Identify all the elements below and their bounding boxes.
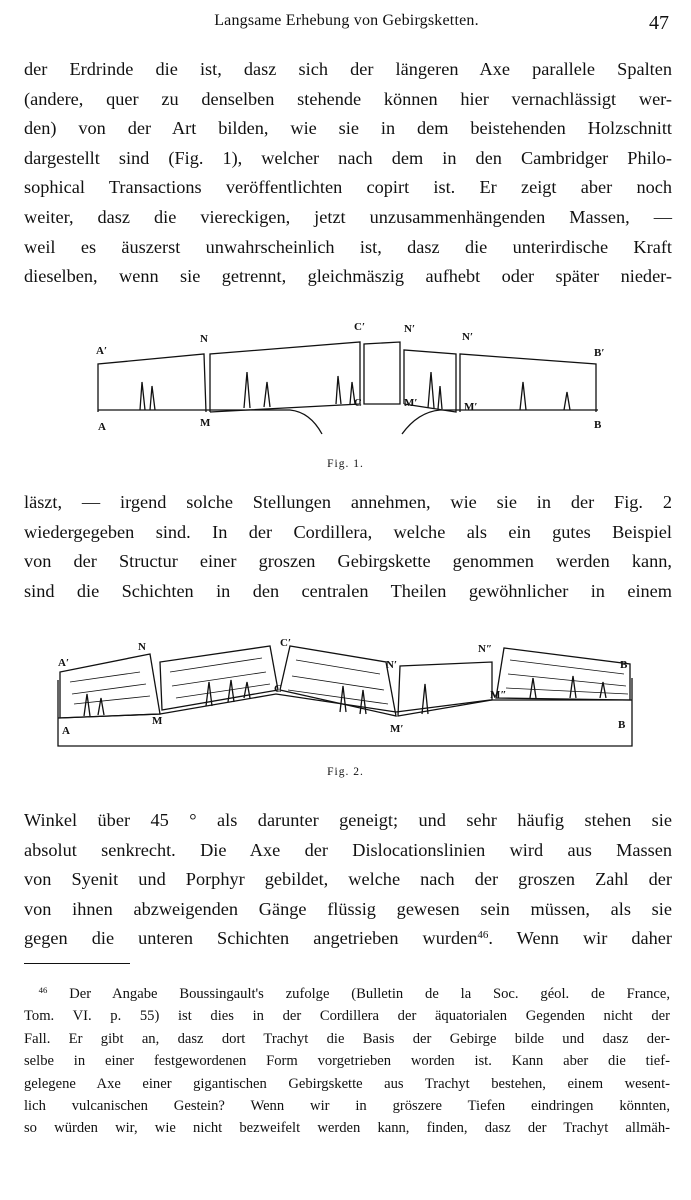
fig1-label: M′	[464, 401, 478, 413]
fig1-label: B′	[594, 347, 605, 359]
text-line: von ihnen abzweigenden Gänge flüssig gewesen sein müssen, als sie	[24, 898, 672, 919]
fig2-label: A	[62, 725, 70, 737]
fig1-label: N′	[404, 323, 416, 335]
fig1-label: N	[200, 333, 208, 345]
fig2-label: N	[138, 641, 146, 653]
text-line: Winkel über 45 ° als darunter geneigt; und sehr häufig stehen sie	[24, 810, 672, 830]
paragraph-1	[24, 55, 672, 292]
fig2-frame	[58, 678, 632, 746]
fig1-block-5	[460, 354, 596, 412]
text-line: der Erdrinde die ist, dasz sich der längeren Axe parallele Spalten	[24, 59, 672, 79]
text-line: (andere, quer zu denselben stehende können hier vernachlässigt wer-	[24, 88, 672, 109]
fig1-label: M′	[404, 397, 418, 409]
text-line: dieselben, wenn sie getrennt, gleichmäszig aufhebt oder später nieder-	[24, 266, 672, 287]
fig1-block-1	[98, 354, 206, 412]
text-line: absolut senkrecht. Die Axe der Dislocationslinien wird aus Massen	[24, 839, 672, 860]
fig2-label: C	[274, 683, 282, 695]
fig2-label: N″	[478, 643, 493, 655]
text-line-with-note	[24, 924, 672, 954]
footnote-46	[24, 983, 670, 1140]
text-line: sind die Schichten in den centralen Theilen gewöhnlicher in einem	[24, 580, 672, 601]
fig1-label: A′	[96, 345, 108, 357]
footnote-line: selbe in einer festgewordenen Form vorgetrieben worden ist. Kann aber die tief-	[24, 1053, 670, 1070]
fig2-label: M	[152, 715, 163, 727]
fig2-label: C′	[280, 637, 292, 649]
footnote-line: gelegene Axe einer gigantischen Gebirgskette aus Trachyt bestehen, einem wesent-	[24, 1075, 670, 1092]
figure-1	[0, 312, 691, 474]
text-line: läszt, — irgend solche Stellungen annehmen, wie sie in der Fig. 2	[24, 492, 672, 512]
footnote-line: so würden wir, wie nicht bezweifelt werden kann, finden, dasz der Trachyt allmäh-	[24, 1120, 670, 1137]
fig2-label: M′	[390, 723, 404, 735]
page-number: 47	[649, 12, 669, 34]
fig2-block-3	[280, 646, 396, 716]
running-head: Langsame Erhebung von Gebirgsketten.	[214, 12, 479, 29]
text-line: dargestellt sind (Fig. 1), welcher nach dem in den Cambridger Philo-	[24, 147, 672, 168]
fig2-label: M″	[490, 689, 507, 701]
fig1-label: M	[200, 417, 211, 429]
text-fragment: . Wenn wir daher	[488, 928, 672, 949]
fig1-label: C′	[354, 321, 366, 333]
text-line: sophical Transactions veröffentlichten copirt ist. Er zeigt aber noch	[24, 177, 672, 198]
fig2-label: B	[620, 659, 628, 671]
fig1-diagram	[0, 312, 691, 452]
footnote-line: lich vulcanischen Gestein? Wenn wir in gröszere Tiefen eindringen könnten,	[24, 1098, 670, 1115]
fig1-label: C	[354, 397, 362, 409]
footnote-line	[24, 983, 670, 1005]
text-line: weiter, dasz die viereckigen, jetzt unzusammenhängenden Massen, —	[24, 206, 672, 227]
fig2-label: B	[618, 719, 626, 731]
text-line: von der Structur einer groszen Gebirgskette genommen werden kann,	[24, 551, 672, 572]
fig2-block-2	[160, 646, 278, 710]
text-line: weil es äuszerst unwahrscheinlich ist, dasz die unterirdische Kraft	[24, 236, 672, 257]
footnote-line: Fall. Er gibt an, dasz dort Trachyt die Basis der Gebirge bilde und dasz der-	[24, 1030, 670, 1047]
text-line: wiedergegeben sind. In der Cordillera, welche als ein gutes Beispiel	[24, 521, 672, 542]
fig1-block-3	[364, 342, 400, 404]
page-header	[24, 12, 669, 42]
footnote-line: Tom. VI. p. 55) ist dies in der Cordillera der äquatorialen Gegenden nicht der	[24, 1008, 670, 1025]
footnote-text: Der Angabe Boussingault's zufolge (Bulletin de la Soc. géol. de France,	[69, 986, 670, 1002]
footnote-marker: 46	[38, 984, 48, 995]
fig1-label: N′	[462, 331, 474, 343]
fig1-label: A	[98, 421, 106, 433]
paragraph-3	[24, 806, 672, 954]
fig2-block-1	[60, 654, 160, 718]
fig2-block-4	[398, 662, 492, 716]
fig1-ground-right	[402, 410, 598, 434]
fig2-diagram	[0, 632, 691, 762]
footnote-reference: 46	[477, 928, 489, 941]
text-line: den) von der Art bilden, wie sie in dem beistehenden Holzschnitt	[24, 118, 672, 139]
fig2-block-5	[496, 648, 630, 700]
paragraph-2	[24, 488, 672, 606]
footnote-rule	[24, 963, 130, 964]
figure-2	[0, 632, 691, 782]
fig2-label: A′	[58, 657, 70, 669]
fig2-label: N′	[386, 659, 398, 671]
fig2-caption: Fig. 2.	[327, 766, 364, 778]
text-fragment: gegen die unteren Schichten angetrieben wurden	[24, 928, 478, 949]
fig1-caption: Fig. 1.	[327, 458, 364, 470]
fig1-label: B	[594, 419, 602, 431]
text-line: von Syenit und Porphyr gebildet, welche nach der groszen Zahl der	[24, 869, 672, 890]
